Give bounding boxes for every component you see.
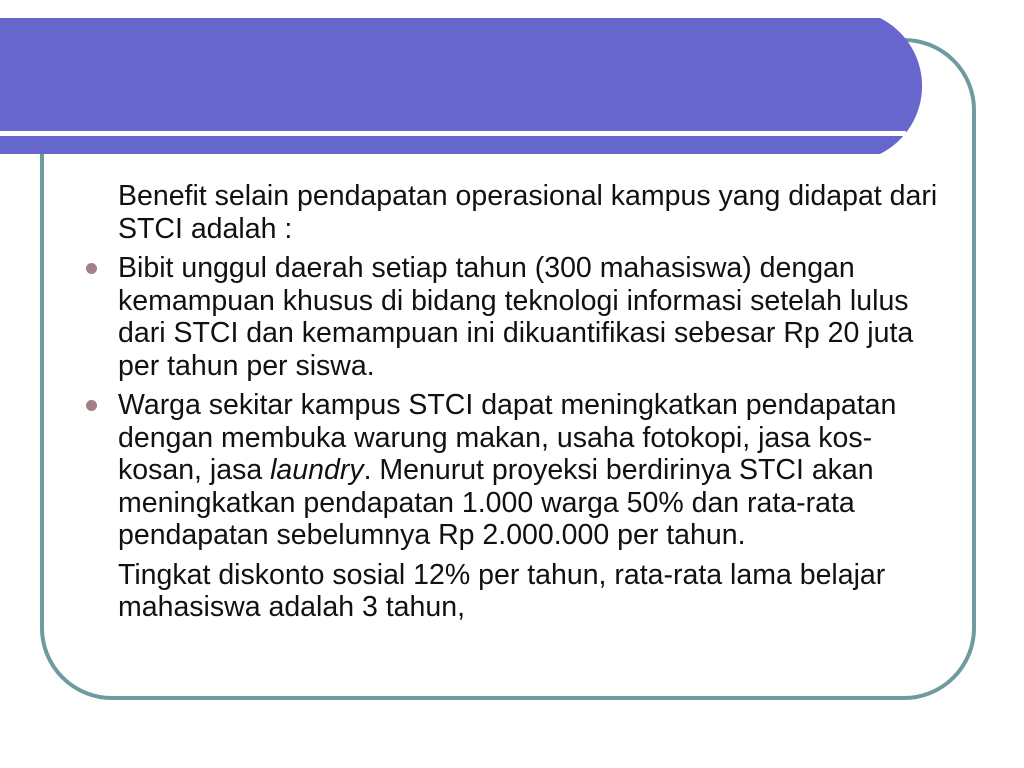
closing-text: Tingkat diskonto sosial 12% per tahun, rata-rata lama belajar mahasiswa adalah 3 tahun,: [118, 558, 886, 623]
bullet-2-text-after: . Menurut proyeksi berdirinya STCI akan meningkatkan pendapatan 1.000 warga 50% dan rata-rata pendapatan sebelumnya Rp 2.000.000 per tahun.: [118, 454, 874, 551]
bullet-1-text: Bibit unggul daerah setiap tahun (300 mahasiswa) dengan kemampuan khusus di bidang teknologi informasi setelah lulus dari STCI dan kemampuan ini dikuantifikasi sebesar Rp 20 juta per tahun per siswa.: [118, 252, 914, 382]
header-divider-line: [0, 131, 906, 136]
intro-paragraph: [86, 180, 956, 245]
bullet-dot-icon: [86, 400, 97, 411]
slide-body: [86, 180, 956, 631]
intro-text: Benefit selain pendapatan operasional kampus yang didapat dari STCI adalah :: [118, 180, 938, 245]
bullet-item-2: [86, 389, 956, 552]
bullet-2-text-italic: laundry: [270, 454, 364, 486]
closing-paragraph: [86, 559, 956, 624]
bullet-dot-icon: [86, 263, 97, 274]
bullet-2-text-before: Warga sekitar kampus STCI dapat meningkatkan pendapatan dengan membuka warung makan, usaha fotokopi, jasa kos-kosan, jasa: [118, 389, 897, 486]
bullet-item-1: [86, 252, 956, 382]
